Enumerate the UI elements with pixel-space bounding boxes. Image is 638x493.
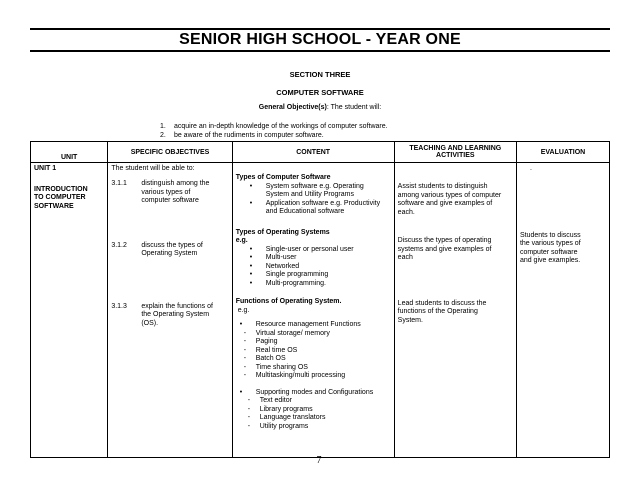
teaching-activity: Lead students to discuss the functions of the Operating System. [397, 299, 487, 324]
teaching-activity: Assist students to distinguish among various types of computer software and give examples of each. [397, 183, 502, 216]
bullet-icon: • [249, 199, 253, 207]
header-evaluation: EVALUATION [516, 142, 609, 163]
teaching-activity: Discuss the types of operating systems and give examples of each [397, 237, 492, 261]
content-dash-item: - Time sharing OS [243, 363, 308, 371]
bullet-icon: • [249, 271, 253, 278]
content-dash-item: - Utility programs [247, 422, 309, 430]
objective-label: General Objective(s) [258, 104, 327, 111]
content-cell: Types of Computer Software • System software e.g. Operating System and Utility Programs • Application software e.g. Productivity and Educational software Types of Operating Systems e.g. • Single-user or personal user • Multi-user • Networked • Single programming • Multi-programming. Functions of Operating System. e.g. • Resource management Functions - Virtual storage/ memory - Paging - Real time OS - Batch OS - Time sharing OS - Multitasking/multi processing • Supporting modes and Configurations - Text editor - Library programs - Language translators - Utility programs [232, 163, 394, 458]
general-objective [30, 104, 610, 111]
objective-item: 2. be aware of the rudiments in computer software. [160, 132, 324, 139]
evaluation-text: Students to discuss the various types of computer software and give examples. [519, 231, 581, 264]
bullet-icon: • [239, 321, 243, 328]
teaching-cell [394, 163, 516, 458]
title-banner [30, 28, 610, 52]
objective-text: : The student will: [326, 104, 382, 111]
bullet-icon: • [249, 245, 253, 253]
content-heading: Types of Computer Software [235, 174, 331, 181]
content-dash-item: - Batch OS [243, 355, 286, 362]
bullet-icon: • [249, 182, 253, 190]
evaluation-cell [516, 163, 609, 458]
specific-objective-item: 3.1.2 discuss the types of Operating System [111, 241, 203, 257]
content-bullet: • Multi-user [249, 254, 297, 261]
section-heading: SECTION THREE [289, 70, 351, 79]
header-unit: UNIT [31, 142, 108, 163]
content-bullet: • Single-user or personal user [249, 245, 354, 253]
content-dash-item: - Paging [243, 338, 278, 345]
content-bullet: • Supporting modes and Configurations [239, 388, 374, 396]
content-dash-item: - Real time OS [243, 346, 298, 354]
specific-objectives-cell [108, 163, 232, 458]
bullet-icon: • [249, 279, 253, 287]
content-dash-item: - Virtual storage/ memory [243, 329, 330, 337]
unit-cell: UNIT 1 INTRODUCTION TO COMPUTER SOFTWARE [31, 163, 108, 458]
table-header-row [31, 142, 610, 163]
page-title: SENIOR HIGH SCHOOL - YEAR ONE [179, 31, 461, 48]
specific-intro: The student will be able to: [111, 165, 195, 172]
title-rule-bottom [30, 50, 610, 52]
table-row [31, 163, 610, 458]
page-number: 7 [316, 455, 322, 466]
header-teaching: TEACHING AND LEARNING ACTIVITIES [394, 142, 516, 163]
content-heading: Types of Operating Systems [235, 228, 330, 236]
objective-list [160, 122, 388, 140]
header-content: CONTENT [232, 142, 394, 163]
evaluation-mark: . [529, 165, 532, 172]
content-bullet: • Resource management Functions [239, 321, 361, 328]
content-dash-item: - Library programs [247, 405, 313, 413]
content-dash-item: - Multitasking/multi processing [243, 372, 346, 379]
content-dash-item: - Language translators [247, 414, 326, 421]
header-specific-objectives: SPECIFIC OBJECTIVES [108, 142, 232, 163]
specific-objective-item: 3.1.3 explain the functions of the Operating System (OS). [111, 302, 213, 327]
content-heading: Functions of Operating System. [235, 298, 342, 305]
bullet-icon: • [239, 388, 243, 396]
bullet-icon: • [249, 262, 253, 270]
content-bullet: • Multi-programming. [249, 279, 326, 287]
syllabus-table [30, 141, 610, 458]
content-bullet: • Single programming [249, 271, 329, 278]
bullet-icon: • [249, 254, 253, 261]
content-bullet: • System software e.g. Operating System and Utility Programs [249, 182, 364, 198]
specific-objective-item: 3.1.1 distinguish among the various types of computer software [111, 180, 210, 204]
content-bullet: • Application software e.g. Productivity and Educational software [249, 199, 381, 215]
objective-item: 1. acquire an in-depth knowledge of the workings of computer software. [160, 123, 388, 130]
content-bullet: • Networked [249, 262, 300, 270]
subject-heading: COMPUTER SOFTWARE [276, 88, 364, 97]
title-rule-top [30, 28, 610, 30]
content-dash-item: - Text editor [247, 397, 292, 404]
